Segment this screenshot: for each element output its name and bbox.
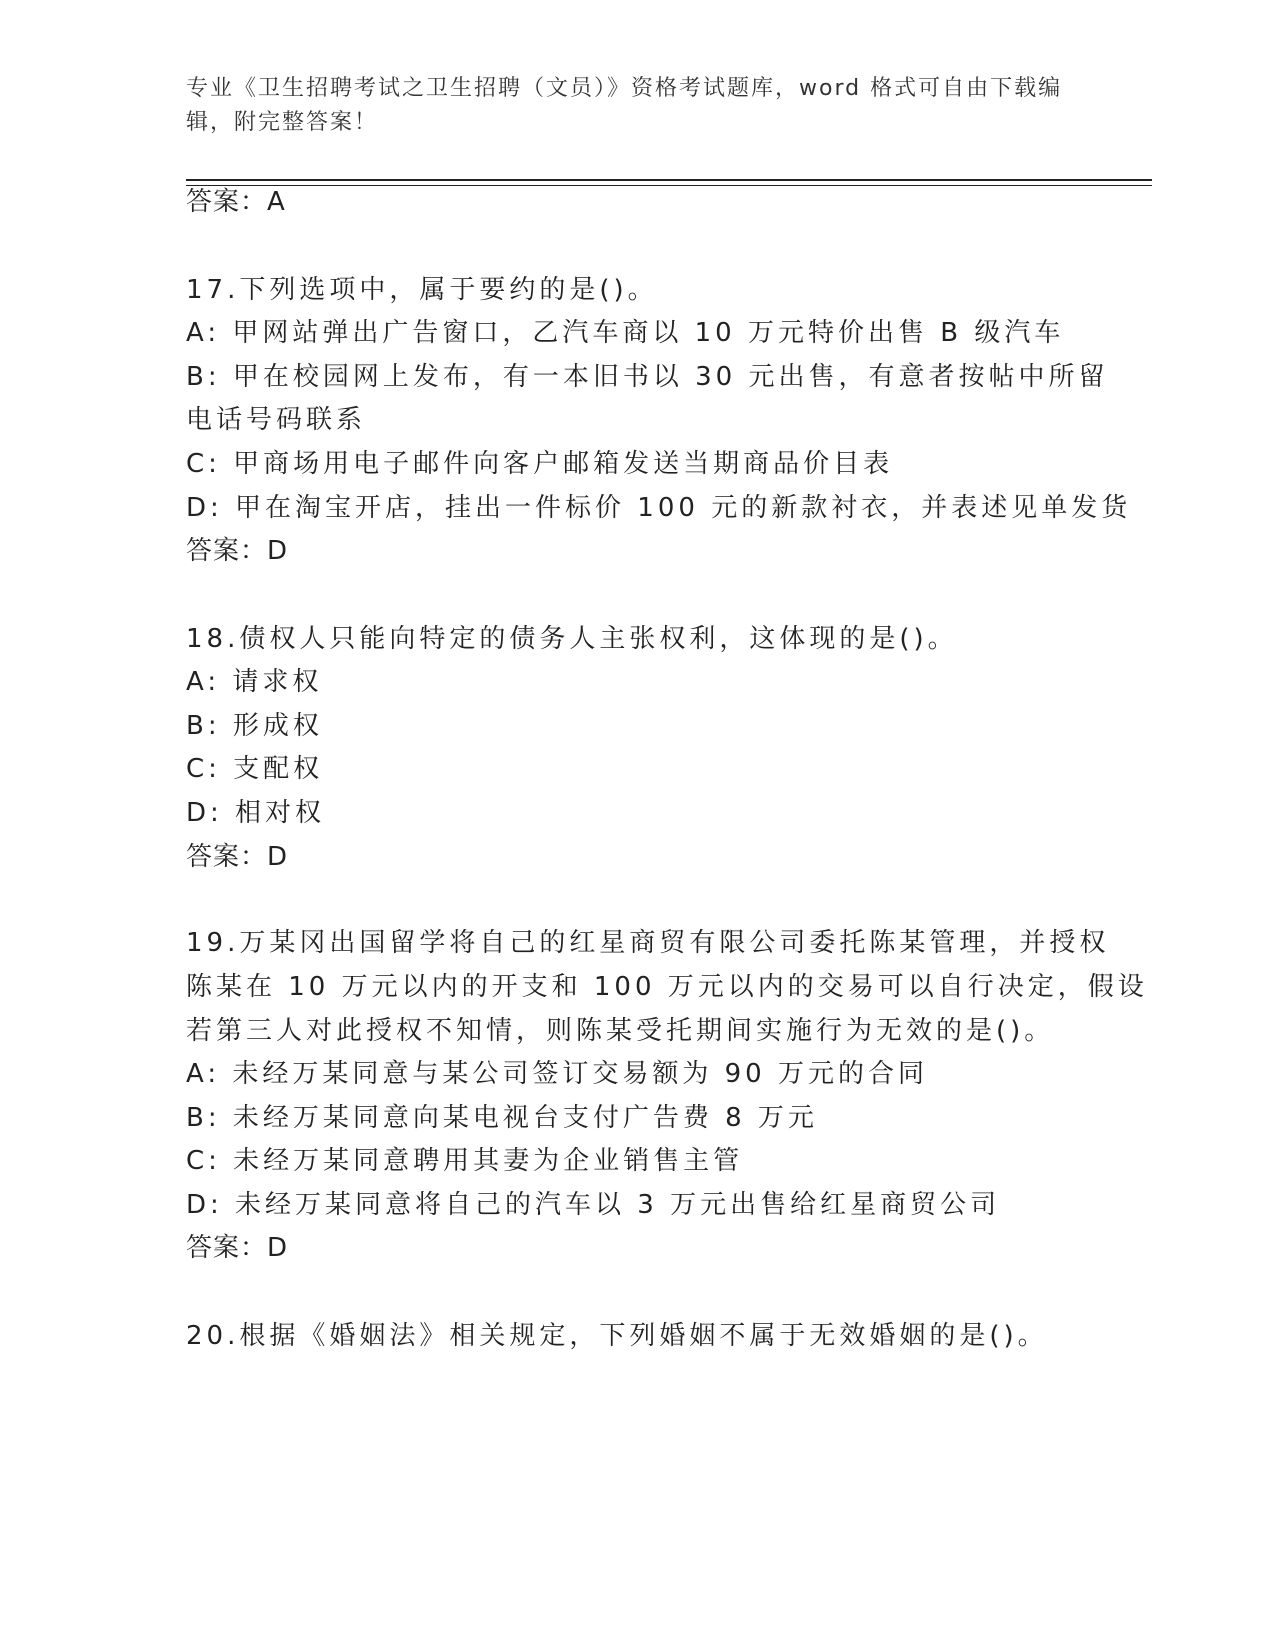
header-divider: [186, 179, 1152, 186]
question-19-stem-line2: 陈某在 10 万元以内的开支和 100 万元以内的交易可以自行决定，假设: [186, 972, 1148, 1002]
question-18-option-d: D: 相对权: [186, 798, 326, 828]
question-17-stem: 17.下列选项中，属于要约的是()。: [186, 275, 658, 305]
answer-q17: 答案：D: [186, 536, 289, 566]
question-19-stem-line1: 19.万某冈出国留学将自己的红星商贸有限公司委托陈某管理，并授权: [186, 928, 1110, 958]
question-18-option-c: C: 支配权: [186, 754, 324, 784]
question-17-option-a: A: 甲网站弹出广告窗口，乙汽车商以 10 万元特价出售 B 级汽车: [186, 318, 1065, 348]
question-17-option-b-cont: 电话号码联系: [186, 405, 367, 435]
question-19-option-a: A: 未经万某同意与某公司签订交易额为 90 万元的合同: [186, 1059, 928, 1089]
answer-q19: 答案：D: [186, 1233, 289, 1263]
question-18-stem: 18.债权人只能向特定的债务人主张权利，这体现的是()。: [186, 624, 958, 654]
question-18-option-b: B: 形成权: [186, 711, 323, 741]
answer-q16: 答案：A: [186, 187, 286, 217]
question-19-option-b: B: 未经万某同意向某电视台支付广告费 8 万元: [186, 1103, 818, 1133]
question-17-option-b: B: 甲在校园网上发布，有一本旧书以 30 元出售，有意者按帖中所留: [186, 362, 1109, 392]
question-19-option-d: D: 未经万某同意将自己的汽车以 3 万元出售给红星商贸公司: [186, 1190, 1001, 1220]
answer-q18: 答案：D: [186, 842, 289, 872]
question-19-option-c: C: 未经万某同意聘用其妻为企业销售主管: [186, 1146, 744, 1176]
question-19-stem-line3: 若第三人对此授权不知情，则陈某受托期间实施行为无效的是()。: [186, 1016, 1055, 1046]
question-17-option-d: D: 甲在淘宝开店，挂出一件标价 100 元的新款衬衣，并表述见单发货: [186, 493, 1132, 523]
question-20-stem: 20.根据《婚姻法》相关规定，下列婚姻不属于无效婚姻的是()。: [186, 1321, 1048, 1351]
question-17-option-c: C: 甲商场用电子邮件向客户邮箱发送当期商品价目表: [186, 449, 894, 479]
question-18-option-a: A: 请求权: [186, 667, 323, 697]
page-header: 专业《卫生招聘考试之卫生招聘（文员）》资格考试题库，word 格式可自由下载编辑，附完整答案！: [186, 76, 1063, 135]
